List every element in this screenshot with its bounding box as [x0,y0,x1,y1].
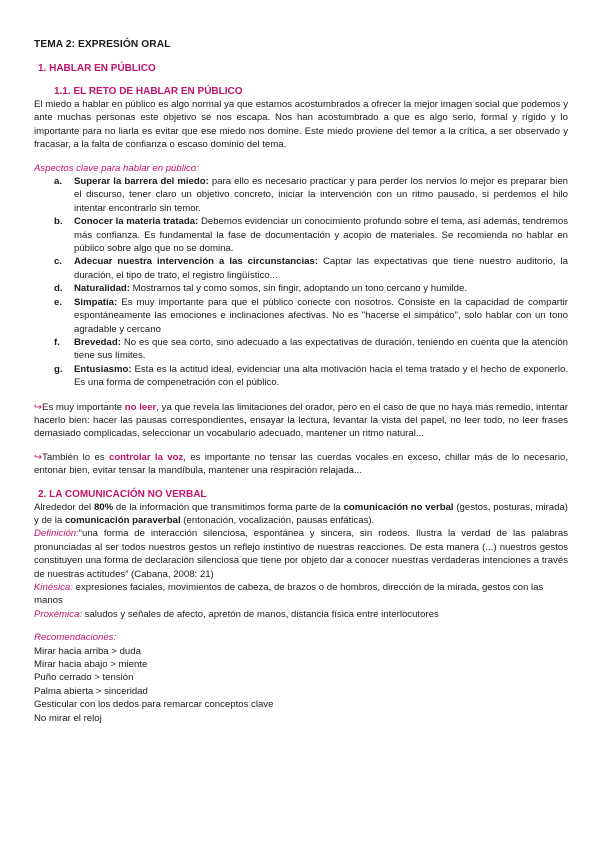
aspect-term: Superar la barrera del miedo: [74,176,209,188]
kinesica [34,581,568,608]
list-marker: d. [54,283,63,295]
intro-text: Alrededor del [34,501,94,513]
list-item [54,282,568,295]
list-marker: f. [54,336,60,348]
note-text: Es muy importante [42,401,125,413]
aspect-term: Adecuar nuestra intervención a las circunstancias: [74,256,319,268]
proxemica-text: saludos y señales de afecto, apretón de manos, distancia física entre interlocutores [81,608,439,620]
section-2-heading: 2. LA COMUNICACIÓN NO VERBAL [38,488,207,500]
section-1-heading: 1. HABLAR EN PÚBLICO [38,63,156,74]
kinesica-label: Kinésica: [34,582,73,593]
aspect-term: Simpatía: [74,296,118,308]
proxemica [34,608,568,621]
aspect-text: Captar las expectativas que tiene nuestro auditorio, la duración, el tipo de trato, el registro lingüístico... [74,256,568,281]
aspect-term: Naturalidad: [74,283,130,295]
intro-text: (gestos, posturas, mirada) y de la [34,501,569,526]
intro-paragraph: El miedo a hablar en público es algo normal ya que estamos acostumbrados a ofrecer la mejor imagen social que podemos y ante muchas personas este objetivo se nos escapa. Nos han acostumbrado a que es algo serio, formal y rígido y lo importante para no liarla es evitar que ese miedo nos domine. Este miedo proviene del temor a la crítica, a ser observado y fracasar, a la falta de confianza o escaso dominio del tema. [34,99,568,151]
note-controlar-voz [34,451,568,478]
list-item [54,215,568,255]
note-highlight: no leer [124,401,157,413]
aspects-label: Aspectos clave para hablar en público: [34,162,199,174]
nonverbal-intro [34,501,568,528]
list-item [54,255,568,282]
term-paraverbal: comunicación paraverbal [64,514,181,526]
aspect-text: Es muy importante para que el público conecte con nosotros. Consiste en la capacidad de compartir espontáneamente las emociones e inclinaciones afectivas. No es "hacerse el simpático", solo hablar con un tono agradable y cercano [74,296,568,335]
definition-text: “una forma de interacción silenciosa, espontánea y sincera, sin rodeos. Ilustra la verdad de las palabras pronunciadas al ser todos nuestros gestos un reflejo instintivo de nuestras reacciones. De esta manera (...) nuestros gestos constituyen una forma de declaración silenciosa que tiene por objeto dar a conocer nuestras verdaderas intenciones a través de nuestras actitudes” (Cabana, 2008: 21) [34,528,568,580]
document-title: TEMA 2: EXPRESIÓN ORAL [34,39,171,50]
list-marker: b. [54,216,63,228]
aspect-term: Brevedad: [74,336,121,348]
list-item: Mirar hacia arriba > duda [34,645,141,657]
aspect-term: Entusiasmo: [74,363,132,375]
percentage: 80% [93,501,114,513]
definition [34,527,568,581]
list-item: Mirar hacia abajo > miente [34,659,148,671]
note-text: También lo es [42,451,109,463]
list-marker: e. [54,296,63,308]
definition-label: Definición: [34,528,79,540]
aspect-text: Esta es la actitud ideal, evidenciar una alta motivación hacia el tema tratado y el hecho de exponerlo. Es una forma de compenetración con el público. [74,363,568,389]
list-item [54,175,568,215]
kinesica-text: expresiones faciales, movimientos de cabeza, de brazos o de hombros, dirección de la mirada, gestos con las manos [34,582,544,607]
list-item: Palma abierta > sinceridad [34,685,148,697]
page-content [34,38,568,725]
recommendations-list [34,645,568,725]
list-item [54,296,568,336]
aspect-text: Debemos evidenciar un conocimiento profundo sobre el tema, así además, tendremos más confianza. Es fundamental la fase de documentación y acopio de materiales. Se recomienda no hablar en público sobre algo que no se domina. [74,216,569,255]
list-item [54,336,568,363]
list-item [54,363,568,390]
proxemica-label: Proxémica: [34,608,82,620]
list-marker: a. [54,176,63,188]
term-nonverbal: comunicación no verbal [343,501,454,513]
list-item: No mirar el reloj [34,712,102,724]
list-item: Gesticular con los dedos para remarcar conceptos clave [34,699,274,711]
aspect-text: No es que sea corto, sino adecuado a las expectativas de duración, teniendo en cuenta que la atención tiene sus límites. [74,336,568,362]
note-highlight: controlar la voz [108,451,184,463]
note-no-leer [34,401,568,441]
intro-text: de la información que transmitimos forma parte de la [113,501,344,513]
aspect-text: Mostrarnos tal y como somos, sin fingir, adoptando un tono cercano y humilde. [129,283,468,295]
list-marker: c. [54,256,63,268]
arrow-icon: ↪ [34,451,43,463]
aspects-list [54,175,568,390]
section-1-1-heading: 1.1. EL RETO DE HABLAR EN PÚBLICO [54,86,243,97]
arrow-icon: ↪ [34,401,43,413]
recommendations-label: Recomendaciones: [34,632,117,644]
note-text: , es importante no tensar las cuerdas vocales en exceso, chillar más de lo necesario, entonar bien, evitar tensar la mandíbula, mantener una respiración relajada... [34,451,568,477]
note-text: , ya que revela las limitaciones del orador, pero en el caso de que no haya más remedio, intentar hacerlo bien: hacer las pausas correspondientes, ensayar la lectura, levantar la vista del papel, no leer todo, no leer frases demasiado complicadas, seleccionar un vocabulario adecuado, mantener un ritmo natural... [34,401,568,440]
list-marker: g. [54,363,63,375]
intro-text: (entonación, vocalización, pausas enfáticas). [180,514,375,526]
aspect-text: para ello es necesario practicar y para perder los nervios lo mejor es preparar bien el discurso, tener claro un objetivo concreto, iniciar la intervención con un ritmo pausado, si perdemos el hilo intentar encontrarlo sin temor. [74,176,569,214]
aspect-term: Conocer la materia tratada: [74,216,199,228]
list-item: Puño cerrado > tensión [34,672,134,684]
